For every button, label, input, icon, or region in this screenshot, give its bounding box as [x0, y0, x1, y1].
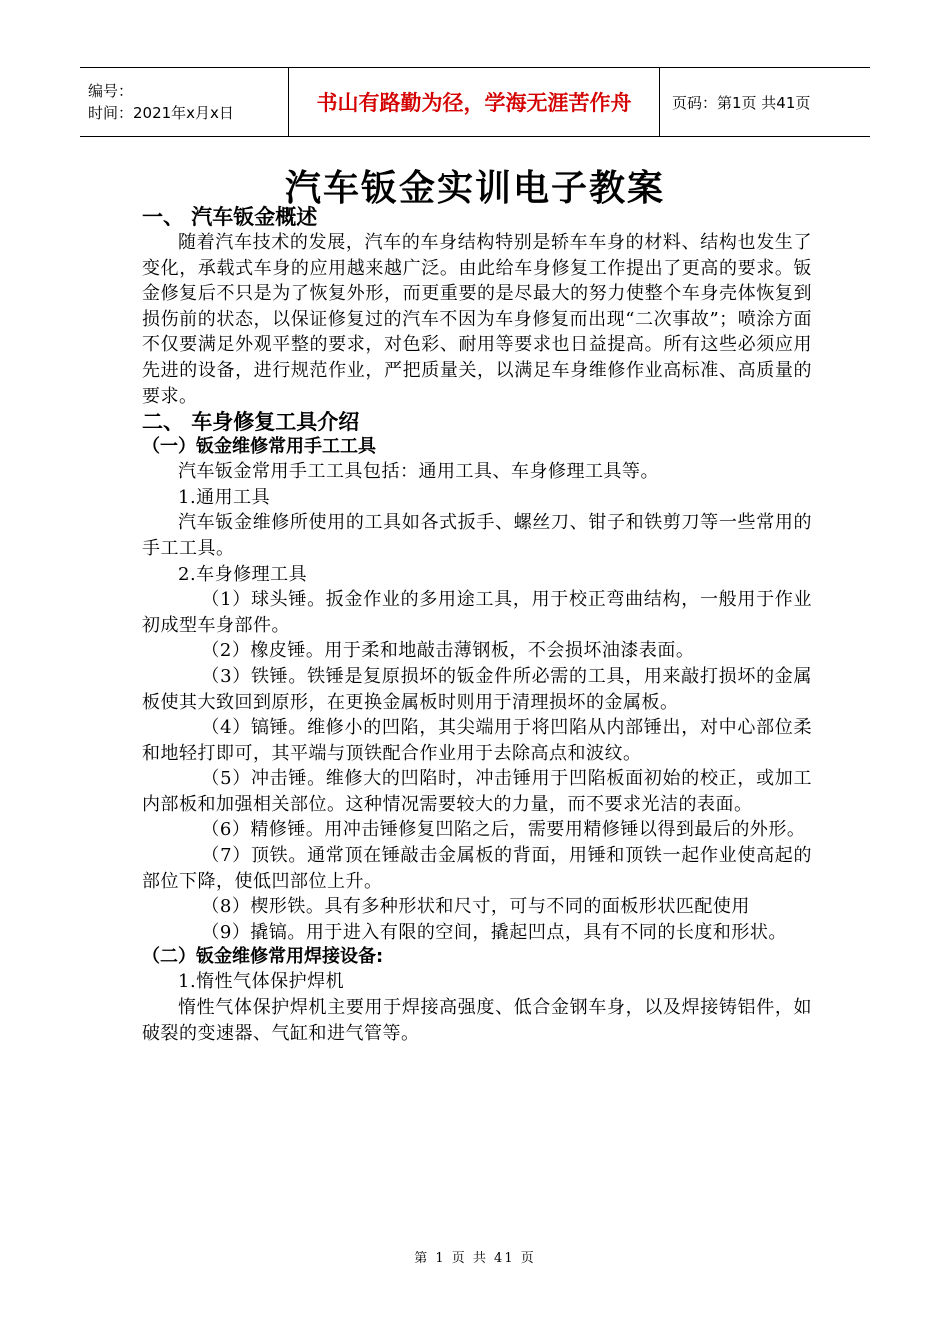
section-1-heading: 一、 汽车钣金概述: [142, 205, 318, 229]
header-page-info: [660, 68, 870, 136]
paragraph: 汽车钣金常用手工工具包括：通用工具、车身修理工具等。: [178, 461, 659, 483]
subsection-welding-heading: （二）钣金维修常用焊接设备:: [142, 946, 384, 968]
paragraph: 惰性气体保护焊机主要用于焊接高强度、低合金钢车身，以及焊接铸铝件，如破裂的变速器、气缸和进气管等。: [142, 997, 812, 1044]
document-title: 汽车钣金实训电子教案: [284, 168, 665, 209]
tool-item: （4）镐锤。维修小的凹陷，其尖端用于将凹陷从内部锤出，对中心部位柔和地轻打即可，其平端与顶铁配合作业用于去除高点和波纹。: [142, 717, 812, 764]
page-header: [80, 67, 870, 137]
page-footer: 第 1 页 共 41 页: [414, 1251, 536, 1266]
header-motto: [289, 68, 660, 136]
paragraph: 汽车钣金维修所使用的工具如各式扳手、螺丝刀、钳子和铁剪刀等一些常用的手工工具。: [142, 512, 812, 559]
tool-item: （8）楔形铁。具有多种形状和尺寸，可与不同的面板形状匹配使用: [201, 896, 750, 918]
paragraph: 1.通用工具: [178, 486, 271, 508]
section-2-heading: 二、 车身修复工具介绍: [142, 410, 360, 435]
subsection-hand-tools-heading: （一）钣金维修常用手工工具: [142, 436, 376, 458]
paragraph: 1.惰性气体保护焊机: [178, 971, 345, 993]
tool-item: （6）精修锤。用冲击锤修复凹陷之后，需要用精修锤以得到最后的外形。: [201, 819, 806, 841]
tool-item: （3）铁锤。铁锤是复原损坏的钣金件所必需的工具，用来敲打损坏的金属板使其大致回到原形，在更换金属板时则用于清理损坏的金属板。: [142, 665, 812, 713]
tool-item: （1）球头锤。扳金作业的多用途工具，用于校正弯曲结构，一般用于作业初成型车身部件。: [142, 589, 812, 636]
header-meta: [80, 68, 289, 136]
tool-item: （9）撬镐。用于进入有限的空间，撬起凹点，具有不同的长度和形状。: [201, 921, 787, 943]
page-info-text: 页码：第1页 共41页: [672, 93, 811, 112]
motto-text: 书山有路勤为径，学海无涯苦作舟: [316, 91, 632, 115]
paragraph: 2.车身修理工具: [178, 563, 308, 585]
tool-item: （7）顶铁。通常顶在锤敲击金属板的背面，用锤和顶铁一起作业使高起的部位下降，使低凹部位上升。: [142, 845, 812, 892]
tool-item: （2）橡皮锤。用于柔和地敲击薄钢板，不会损坏油漆表面。: [201, 640, 695, 662]
number-label: 编号：: [88, 82, 134, 100]
tool-item: （5）冲击锤。维修大的凹陷时，冲击锤用于凹陷板面初始的校正，或加工内部板和加强相关部位。这种情况需要较大的力量，而不要求光洁的表面。: [142, 768, 812, 815]
document-body: [142, 204, 812, 1046]
section-1-paragraph: 随着汽车技术的发展，汽车的车身结构特别是轿车车身的材料、结构也发生了变化，承载式车身的应用越来越广泛。由此给车身修复工作提出了更高的要求。钣金修复后不只是为了恢复外形，而更重要的是尽最大的努力使整个车身壳体恢复到损伤前的状态，以保证修复过的汽车不因为车身修复而出现“二次事故”；喷涂方面不仅要满足外观平整的要求，对色彩、耐用等要求也日益提高。所有这些必须应用先进的设备，进行规范作业，严把质量关，以满足车身维修作业高标准、高质量的要求。: [142, 232, 812, 407]
date-label: 时间：2021年x月x日: [88, 104, 234, 122]
